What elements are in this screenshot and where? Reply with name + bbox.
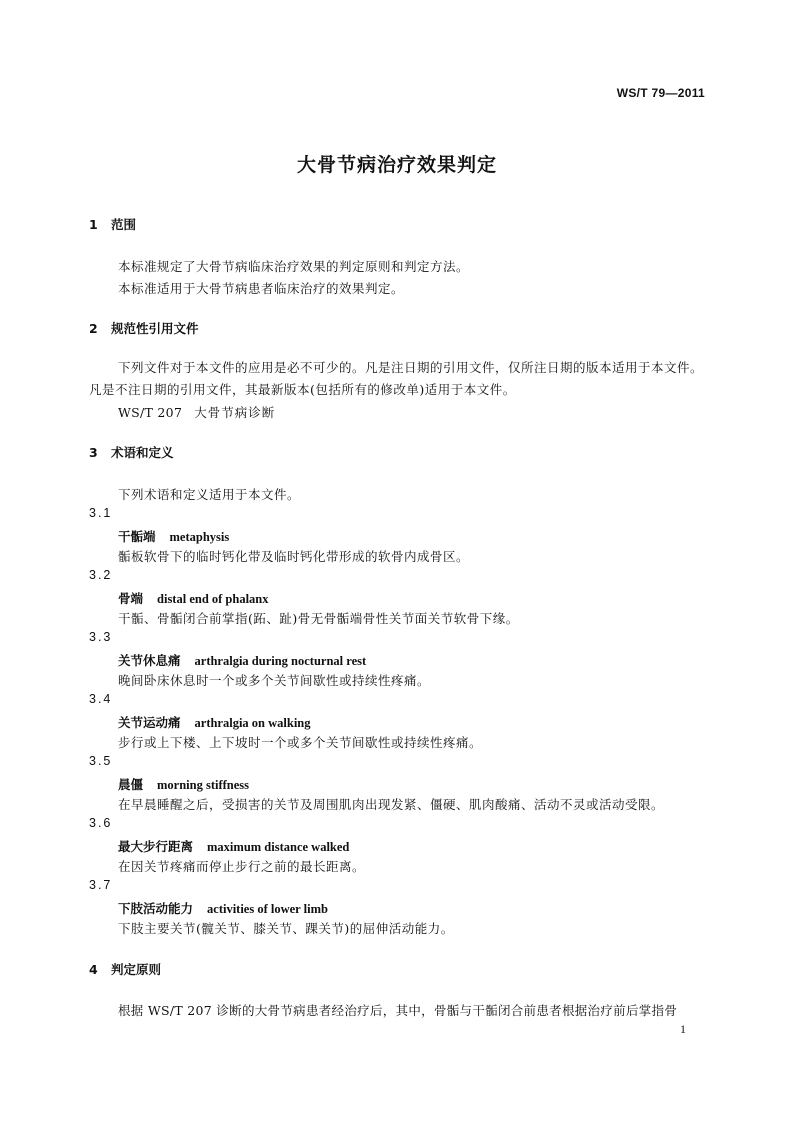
term-number: 3.1 — [89, 506, 113, 520]
term-name — [118, 527, 229, 545]
section-heading-normative-references — [89, 319, 199, 337]
term-zh: 关节休息痛 — [118, 653, 181, 668]
section-title: 判定原则 — [111, 962, 162, 977]
term-number: 3.7 — [89, 878, 113, 892]
term-number: 3.3 — [89, 630, 113, 644]
term-en: metaphysis — [169, 530, 230, 544]
page-number: 1 — [680, 1022, 686, 1036]
term-zh: 骨端 — [118, 591, 144, 606]
scope-paragraph: 本标准适用于大骨节病患者临床治疗的效果判定。 — [118, 281, 405, 296]
term-number: 3.6 — [89, 816, 113, 830]
scope-paragraph: 本标准规定了大骨节病临床治疗效果的判定原则和判定方法。 — [118, 259, 470, 274]
term-zh: 下肢活动能力 — [118, 901, 194, 916]
term-definition: 步行或上下楼、上下坡时一个或多个关节间歇性或持续性疼痛。 — [118, 735, 483, 750]
section-title: 术语和定义 — [111, 445, 174, 460]
term-definition: 晚间卧床休息时一个或多个关节间歇性或持续性疼痛。 — [118, 673, 431, 688]
section-heading-judgment-principles — [89, 960, 161, 978]
term-en: distal end of phalanx — [157, 592, 269, 606]
section-title: 范围 — [111, 217, 137, 232]
term-definition: 干骺、骨骺闭合前掌指(跖、趾)骨无骨骺端骨性关节面关节软骨下缘。 — [118, 611, 519, 626]
term-definition: 在早晨睡醒之后，受损害的关节及周围肌肉出现发紧、僵硬、肌肉酸痛、活动不灵或活动受限。 — [118, 797, 665, 812]
document-title: 大骨节病治疗效果判定 — [296, 154, 497, 176]
reference-title: 大骨节病诊断 — [194, 405, 276, 420]
term-en: maximum distance walked — [207, 840, 350, 854]
term-name — [118, 837, 349, 855]
section-number: 3 — [89, 445, 98, 460]
section-heading-scope — [89, 215, 136, 233]
section-number: 4 — [89, 962, 98, 977]
term-en: activities of lower limb — [207, 902, 328, 916]
term-definition: 下肢主要关节(髋关节、膝关节、踝关节)的屈伸活动能力。 — [118, 921, 454, 936]
normative-references-paragraph: 下列文件对于本文件的应用是必不可少的。凡是注日期的引用文件，仅所注日期的版本适用于本文件。凡是不注日期的引用文件，其最新版本(包括所有的修改单)适用于本文件。 — [89, 360, 704, 397]
judgment-principles-paragraph: 根据 WS/T 207 诊断的大骨节病患者经治疗后，其中，骨骺与干骺闭合前患者根据治疗前后掌指骨 — [118, 1003, 678, 1018]
term-definition: 在因关节疼痛而停止步行之前的最长距离。 — [118, 859, 366, 874]
term-zh: 最大步行距离 — [118, 839, 194, 854]
reference-code: WS/T 207 — [118, 405, 183, 420]
reference-entry — [118, 403, 275, 421]
section-number: 1 — [89, 217, 98, 232]
term-zh: 干骺端 — [118, 529, 156, 544]
section-number: 2 — [89, 321, 98, 336]
term-zh: 关节运动痛 — [118, 715, 181, 730]
term-name — [118, 899, 328, 917]
section-heading-terms-definitions — [89, 443, 174, 461]
term-name — [118, 775, 249, 793]
terms-intro: 下列术语和定义适用于本文件。 — [118, 487, 301, 502]
term-name — [118, 651, 366, 669]
term-en: arthralgia on walking — [194, 716, 311, 730]
term-name — [118, 589, 269, 607]
term-number: 3.5 — [89, 754, 113, 768]
section-title: 规范性引用文件 — [111, 321, 199, 336]
term-name — [118, 713, 311, 731]
term-number: 3.2 — [89, 568, 113, 582]
term-zh: 晨僵 — [118, 777, 144, 792]
term-en: arthralgia during nocturnal rest — [194, 654, 367, 668]
term-en: morning stiffness — [157, 778, 250, 792]
term-definition: 骺板软骨下的临时钙化带及临时钙化带形成的软骨内成骨区。 — [118, 549, 470, 564]
term-number: 3.4 — [89, 692, 113, 706]
standard-code: WS/T 79—2011 — [616, 86, 705, 100]
